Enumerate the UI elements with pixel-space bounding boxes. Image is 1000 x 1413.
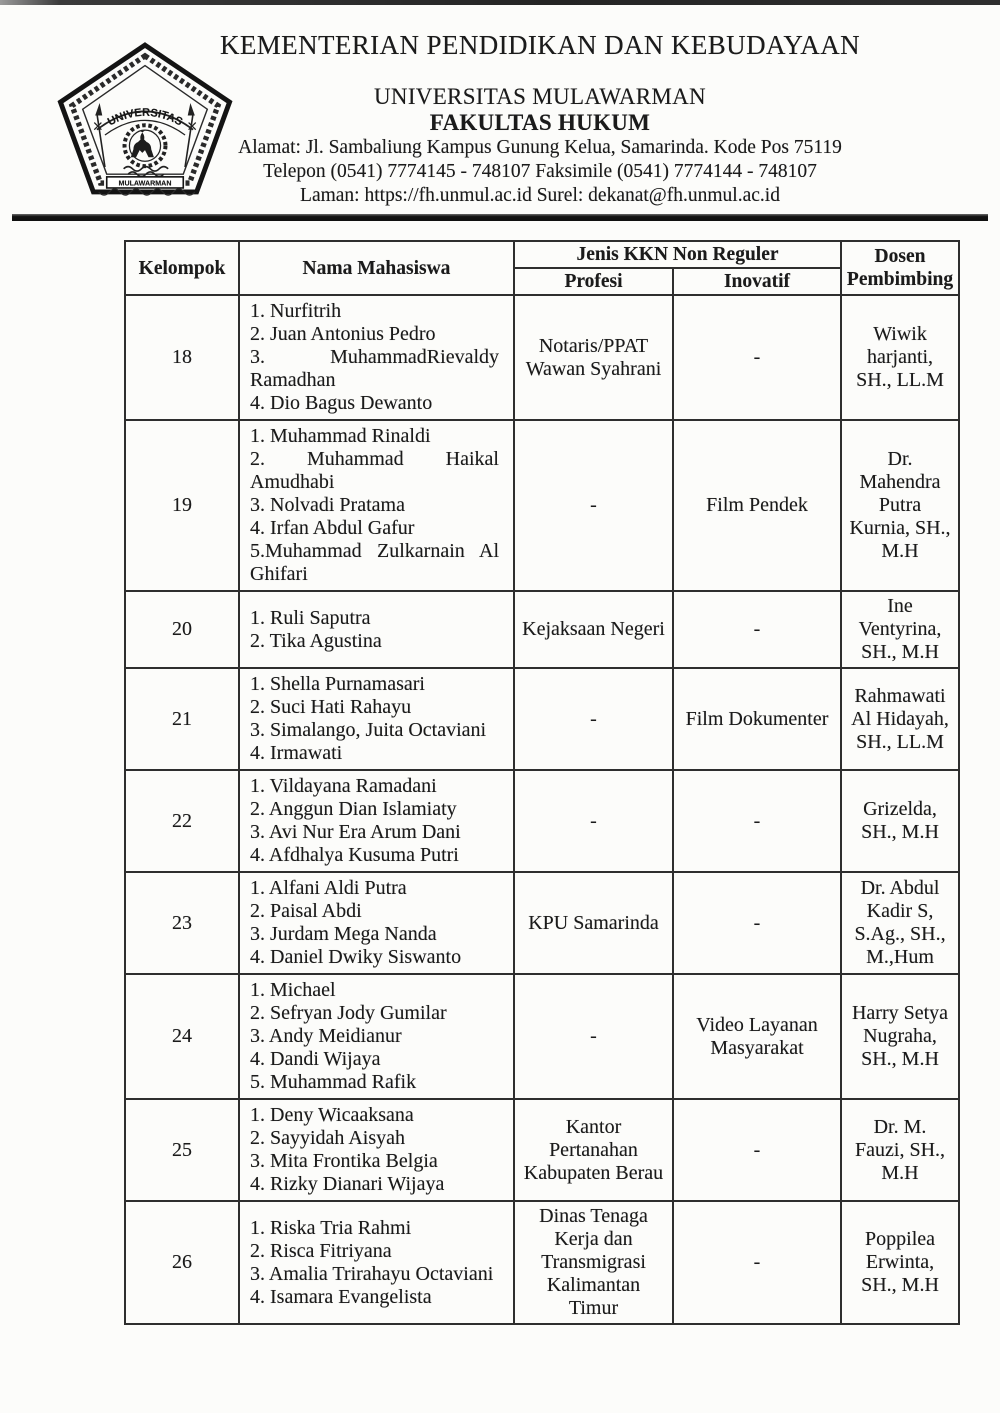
kelompok-cell: 19: [125, 420, 239, 591]
table-row: [125, 420, 959, 591]
inovatif-cell: -: [673, 1201, 841, 1324]
inovatif-cell: Film Dokumenter: [673, 668, 841, 770]
student-name: 1. Riska Tria Rahmi: [250, 1216, 412, 1239]
student-name: 1. Alfani Aldi Putra: [250, 877, 407, 899]
dosen-cell: Poppilea Erwinta, SH., M.H: [841, 1201, 959, 1324]
student-name: 4. Isamara Evangelista: [250, 1285, 432, 1308]
student-name: 3. Avi Nur Era Arum Dani: [250, 821, 461, 843]
mahasiswa-cell: [239, 1099, 514, 1201]
letterhead-divider: [12, 214, 988, 221]
student-name: 2. Suci Hati Rahayu: [250, 696, 412, 718]
website-email-line: Laman: https://fh.unmul.ac.id Surel: dekanat@fh.unmul.ac.id: [300, 185, 780, 206]
student-name: 2. Juan Antonius Pedro: [250, 323, 436, 345]
scan-edge-artifact: [0, 0, 1000, 5]
profesi-cell: Notaris/PPAT Wawan Syahrani: [514, 295, 673, 420]
header-jenis-kkn: Jenis KKN Non Reguler: [514, 241, 841, 268]
student-name: 2. Sefryan Jody Gumilar: [250, 1002, 447, 1024]
student-name: 3. Jurdam Mega Nanda: [250, 923, 437, 945]
student-name: 2. Paisal Abdi: [250, 900, 362, 922]
header-nama-mahasiswa: Nama Mahasiswa: [239, 241, 514, 295]
student-name: 4. Irmawati: [250, 742, 343, 764]
dosen-cell: Dr. Mahendra Putra Kurnia, SH., M.H: [841, 420, 959, 591]
table-row: [125, 974, 959, 1099]
inovatif-cell: -: [673, 770, 841, 872]
inovatif-cell: -: [673, 1099, 841, 1201]
mahasiswa-cell: [239, 872, 514, 974]
student-name: 3. Andy Meidianur: [250, 1025, 402, 1047]
student-name: 1. Deny Wicaaksana: [250, 1104, 414, 1126]
student-name: 4. Irfan Abdul Gafur: [250, 517, 415, 539]
table-body: [125, 295, 959, 1324]
profesi-cell: -: [514, 770, 673, 872]
phone-fax-line: Telepon (0541) 7774145 - 748107 Faksimile (0541) 7774144 - 748107: [263, 161, 817, 182]
kkn-group-table: [124, 240, 960, 1325]
dosen-cell: Dr. Abdul Kadir S, S.Ag., SH., M.,Hum: [841, 872, 959, 974]
header-profesi: Profesi: [514, 268, 673, 295]
student-name: 1. Ruli Saputra: [250, 606, 371, 629]
student-name: 4. Daniel Dwiky Siswanto: [250, 946, 462, 968]
table-row: [125, 872, 959, 974]
student-name: 3. Nolvadi Pratama: [250, 494, 405, 516]
header-dosen-pembimbing: Dosen Pembimbing: [841, 241, 959, 295]
table-row: [125, 668, 959, 770]
inovatif-cell: -: [673, 872, 841, 974]
profesi-cell: KPU Samarinda: [514, 872, 673, 974]
kelompok-cell: 24: [125, 974, 239, 1099]
inovatif-cell: -: [673, 295, 841, 420]
ministry-name: KEMENTERIAN PENDIDIKAN DAN KEBUDAYAAN: [219, 30, 861, 60]
table-row: [125, 295, 959, 420]
student-name: 3. Amalia Trirahayu Octaviani: [250, 1262, 494, 1285]
student-name: 1. Nurfitrih: [250, 300, 342, 322]
table-row: [125, 1201, 959, 1324]
student-name: 2. Tika Agustina: [250, 629, 382, 652]
student-name: 1. Michael: [250, 979, 336, 1001]
student-name: 2. Muhammad Haikal Amudhabi: [250, 448, 499, 493]
mahasiswa-cell: [239, 770, 514, 872]
kelompok-cell: 21: [125, 668, 239, 770]
kelompok-cell: 25: [125, 1099, 239, 1201]
dosen-cell: Rahmawati Al Hidayah, SH., LL.M: [841, 668, 959, 770]
address-line: Alamat: Jl. Sambaliung Kampus Gunung Kelua, Samarinda. Kode Pos 75119: [238, 137, 842, 158]
profesi-cell: Kejaksaan Negeri: [514, 591, 673, 668]
dosen-cell: Dr. M. Fauzi, SH., M.H: [841, 1099, 959, 1201]
table-header: [125, 241, 959, 295]
inovatif-cell: Film Pendek: [673, 420, 841, 591]
student-name: 5. Muhammad Rafik: [250, 1071, 417, 1093]
profesi-cell: -: [514, 668, 673, 770]
student-name: 2. Sayyidah Aisyah: [250, 1127, 405, 1149]
student-name: 2. Anggun Dian Islamiaty: [250, 798, 457, 820]
student-name: 5.Muhammad Zulkarnain Al Ghifari: [250, 540, 499, 585]
header-inovatif: Inovatif: [673, 268, 841, 295]
logo-arc-text: UNIVERSITAS: [105, 106, 185, 129]
inovatif-cell: -: [673, 591, 841, 668]
university-name: UNIVERSITAS MULAWARMAN: [374, 84, 706, 109]
logo-ribbon-text: MULAWARMAN: [118, 179, 172, 188]
student-name: 3. Simalango, Juita Octaviani: [250, 719, 487, 741]
faculty-name: FAKULTAS HUKUM: [429, 110, 651, 135]
student-name: 1. Shella Purnamasari: [250, 673, 425, 695]
header-kelompok: Kelompok: [125, 241, 239, 295]
kelompok-cell: 18: [125, 295, 239, 420]
student-name: 3. MuhammadRievaldy Ramadhan: [250, 346, 499, 391]
profesi-cell: -: [514, 420, 673, 591]
student-name: 4. Afdhalya Kusuma Putri: [250, 844, 459, 866]
mahasiswa-cell: [239, 1201, 514, 1324]
student-name: 4. Dio Bagus Dewanto: [250, 392, 433, 414]
dosen-cell: Ine Ventyrina, SH., M.H: [841, 591, 959, 668]
table-row: [125, 770, 959, 872]
mahasiswa-cell: [239, 591, 514, 668]
student-name: 4. Dandi Wijaya: [250, 1048, 381, 1070]
dosen-cell: Harry Setya Nugraha, SH., M.H: [841, 974, 959, 1099]
kelompok-cell: 22: [125, 770, 239, 872]
table-row: [125, 591, 959, 668]
student-name: 1. Vildayana Ramadani: [250, 775, 437, 797]
mahasiswa-cell: [239, 420, 514, 591]
kelompok-cell: 23: [125, 872, 239, 974]
dosen-cell: Wiwik harjanti, SH., LL.M: [841, 295, 959, 420]
mahasiswa-cell: [239, 295, 514, 420]
profesi-cell: Dinas Tenaga Kerja dan Transmigrasi Kalimantan Timur: [514, 1201, 673, 1324]
table-row: [125, 1099, 959, 1201]
profesi-cell: -: [514, 974, 673, 1099]
student-name: 3. Mita Frontika Belgia: [250, 1150, 438, 1172]
mahasiswa-cell: [239, 668, 514, 770]
mahasiswa-cell: [239, 974, 514, 1099]
kelompok-cell: 26: [125, 1201, 239, 1324]
student-name: 4. Rizky Dianari Wijaya: [250, 1173, 445, 1195]
student-name: 2. Risca Fitriyana: [250, 1239, 392, 1262]
kelompok-cell: 20: [125, 591, 239, 668]
dosen-cell: Grizelda, SH., M.H: [841, 770, 959, 872]
student-name: 1. Muhammad Rinaldi: [250, 425, 431, 447]
inovatif-cell: Video Layanan Masyarakat: [673, 974, 841, 1099]
profesi-cell: Kantor Pertanahan Kabupaten Berau: [514, 1099, 673, 1201]
